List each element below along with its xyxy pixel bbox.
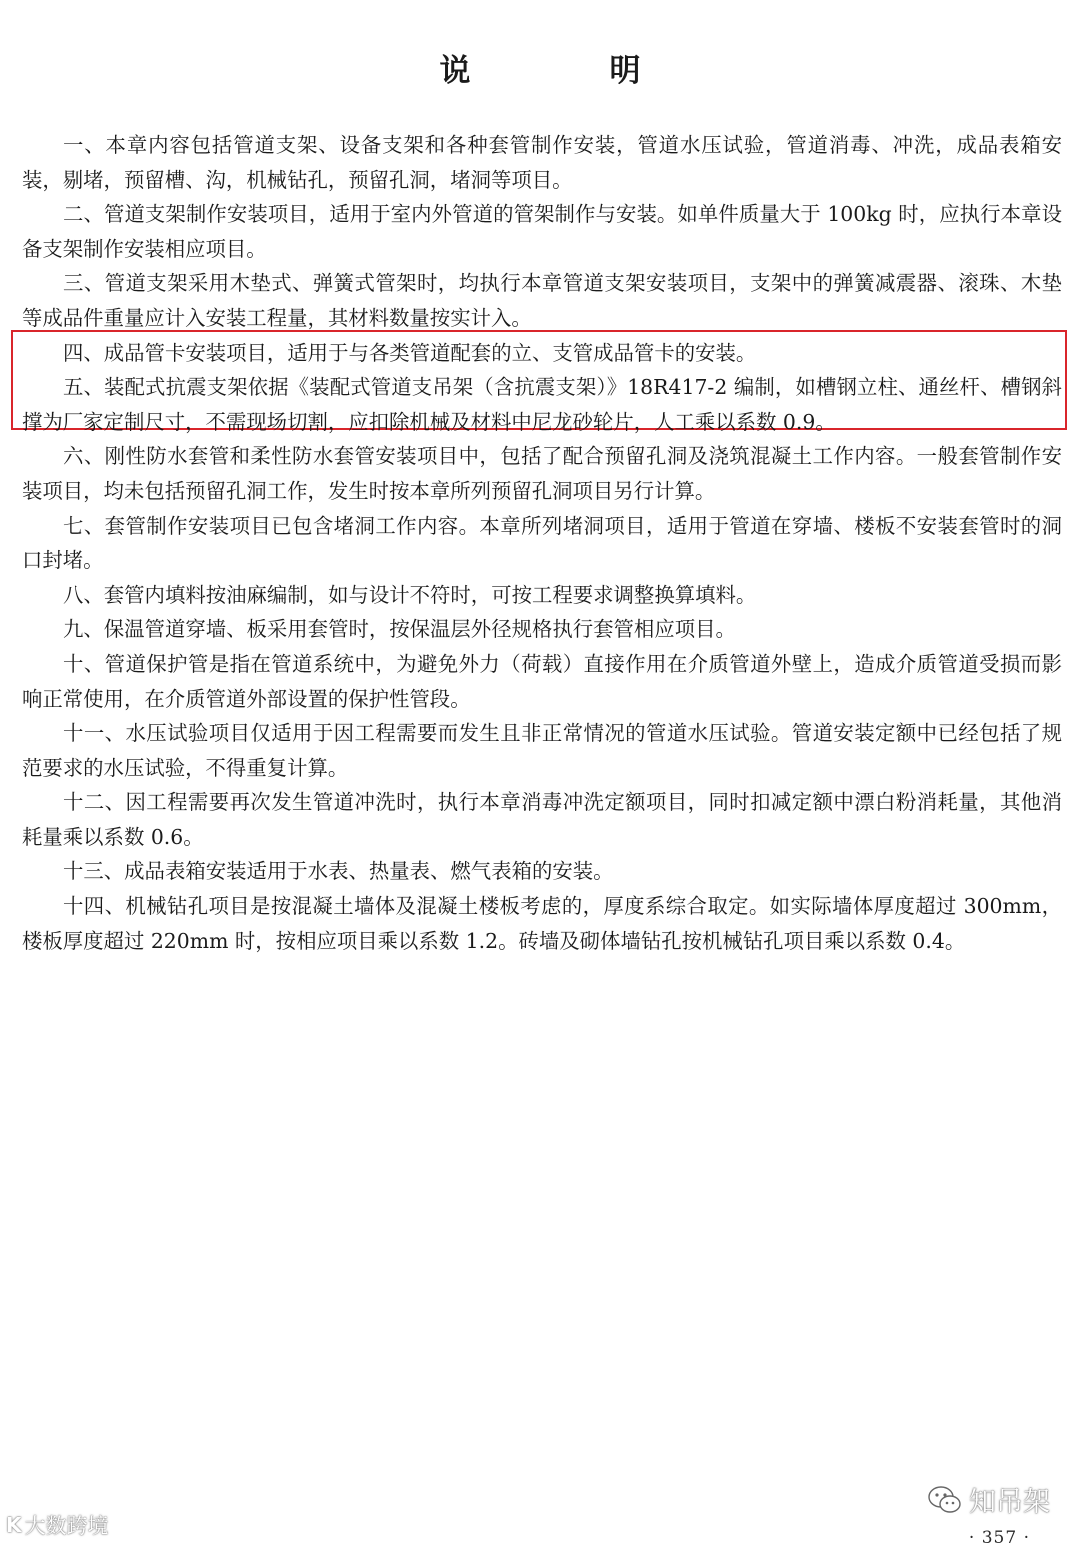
paragraph-2: 二、管道支架制作安装项目，适用于室内外管道的管架制作与安装。如单件质量大于 100kg 时，应执行本章设备支架制作安装相应项目。	[22, 202, 1062, 261]
watermark-left	[6, 1510, 109, 1540]
watermark-right	[927, 1480, 1050, 1519]
paragraph-8: 八、套管内填料按油麻编制，如与设计不符时，可按工程要求调整换算填料。	[63, 582, 757, 607]
footer	[0, 1480, 1080, 1548]
watermark-left-text: 大数跨境	[24, 1514, 109, 1538]
paragraph-7: 七、套管制作安装项目已包含堵洞工作内容。本章所列堵洞项目，适用于管道在穿墙、楼板不安装套管时的洞口封堵。	[22, 513, 1062, 573]
paragraph-14: 十四、机械钻孔项目是按混凝土墙体及混凝土楼板考虑的，厚度系综合取定。如实际墙体厚度超过 300mm，楼板厚度超过 220mm 时，按相应项目乘以系数 1.2。砖墙及砌体墙钻孔按机械钻孔项目乘以系数 0.4。	[22, 894, 1062, 953]
paragraph-5: 五、装配式抗震支架依据《装配式管道支吊架（含抗震支架）》18R417-2 编制，如槽钢立柱、通丝杆、槽钢斜撑为厂家定制尺寸，不需现场切割，应扣除机械及材料中尼龙砂轮片，人工乘以系数 0.9。	[22, 375, 1062, 434]
paragraph-9: 九、保温管道穿墙、板采用套管时，按保温层外径规格执行套管相应项目。	[63, 617, 736, 642]
page-number: · 357 ·	[968, 1528, 1030, 1548]
paragraph-10: 十、管道保护管是指在管道系统中，为避免外力（荷载）直接作用在介质管道外壁上，造成介质管道受损而影响正常使用，在介质管道外部设置的保护性管段。	[22, 651, 1062, 711]
brand-logo-icon: K	[6, 1513, 21, 1537]
paragraph-1: 一、本章内容包括管道支架、设备支架和各种套管制作安装，管道水压试验，管道消毒、冲洗，成品表箱安装，剔堵，预留槽、沟，机械钻孔，预留孔洞，堵洞等项目。	[22, 133, 1062, 192]
paragraph-6: 六、刚性防水套管和柔性防水套管安装项目中，包括了配合预留孔洞及浇筑混凝土工作内容。一般套管制作安装项目，均未包括预留孔洞工作，发生时按本章所列预留孔洞项目另行计算。	[22, 444, 1062, 503]
paragraph-4: 四、成品管卡安装项目，适用于与各类管道配套的立、支管成品管卡的安装。	[63, 340, 757, 365]
paragraph-13: 十三、成品表箱安装适用于水表、热量表、燃气表箱的安装。	[63, 859, 614, 884]
paragraph-11: 十一、水压试验项目仅适用于因工程需要而发生且非正常情况的管道水压试验。管道安装定额中已经包括了规范要求的水压试验，不得重复计算。	[22, 721, 1062, 780]
content	[22, 128, 1062, 958]
page-title: 说 明	[439, 53, 695, 89]
wechat-icon	[927, 1485, 963, 1515]
watermark-right-text: 知吊架	[969, 1487, 1050, 1518]
paragraph-12: 十二、因工程需要再次发生管道冲洗时，执行本章消毒冲洗定额项目，同时扣减定额中漂白粉消耗量，其他消耗量乘以系数 0.6。	[22, 790, 1062, 849]
paragraph-3: 三、管道支架采用木垫式、弹簧式管架时，均执行本章管道支架安装项目，支架中的弹簧减震器、滚珠、木垫等成品件重量应计入安装工程量，其材料数量按实计入。	[22, 271, 1062, 330]
